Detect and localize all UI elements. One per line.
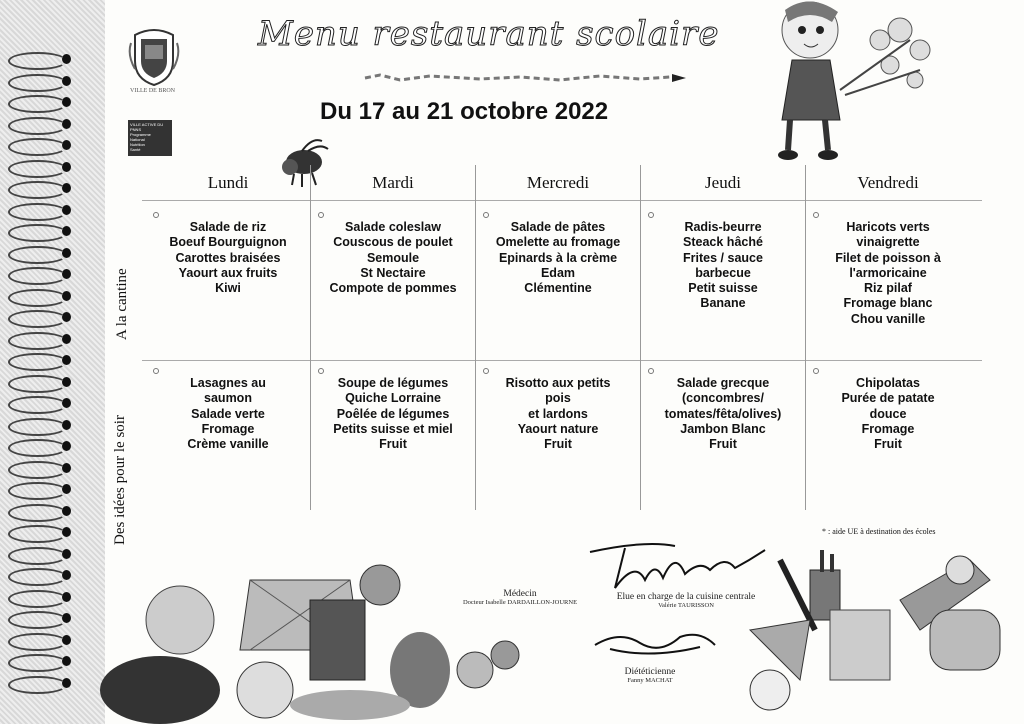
cell-marker [153, 212, 159, 218]
menu-item: Chipolatas [856, 376, 920, 390]
cell-marker [648, 212, 654, 218]
menu-item: Fromage [861, 421, 915, 436]
elected-role: Elue en charge de la cuisine centrale [616, 592, 756, 602]
menu-item: Clémentine [524, 281, 592, 296]
menu-item: Yaourt nature [517, 421, 599, 436]
menu-item: Couscous de poulet [333, 235, 453, 250]
spiral-ring [8, 203, 67, 221]
menu-item: Lasagnes au [190, 376, 266, 390]
cell-marker [813, 368, 819, 374]
spiral-ring [8, 246, 67, 264]
menu-item: Yaourt aux fruits [178, 265, 278, 280]
menu-item: Poêlée de légumes [336, 406, 450, 421]
lunch-side-label: A la cantine [114, 268, 130, 340]
town-caption: VILLE DE BRON [130, 88, 175, 94]
menu-item: Petits suisse et miel [333, 421, 453, 436]
doctor-name: Docteur Isabelle DARDAILLON-JOURNE [462, 599, 578, 606]
spiral-ring [8, 611, 67, 629]
menu-item: Quiche Lorraine [345, 391, 441, 406]
cell-marker [153, 368, 159, 374]
menu-item: Crème vanille [187, 437, 269, 452]
menu-item: Riz pilaf [864, 281, 912, 296]
menu-item: l'armoricaine [849, 265, 927, 280]
spiral-ring [8, 181, 67, 199]
header-divider [142, 200, 982, 201]
menu-item: Salade de pâtes [510, 220, 606, 234]
menu-item: Fruit [709, 437, 737, 452]
cell-marker [483, 212, 489, 218]
column-divider [805, 165, 806, 510]
menu-item: Semoule [366, 250, 420, 265]
spiral-ring [8, 590, 67, 608]
spiral-ring [8, 310, 67, 328]
lunch-menu-cell [145, 220, 311, 296]
cell-marker [318, 368, 324, 374]
footnote: * : aide UE à destination des écoles [822, 527, 936, 536]
spiral-ring [8, 633, 67, 651]
spiral-ring [8, 224, 67, 242]
menu-item: Compote de pommes [329, 281, 457, 296]
evening-menu-cell [310, 376, 476, 452]
cell-marker [318, 212, 324, 218]
food-illustrations-left [100, 540, 560, 724]
cell-marker [813, 212, 819, 218]
menu-item: tomates/fêta/olives) [664, 406, 782, 421]
date-range: Du 17 au 21 octobre 2022 [320, 98, 609, 125]
menu-item: Fruit [379, 437, 407, 452]
menu-item: Fromage [201, 421, 255, 436]
menu-item: Boeuf Bourguignon [169, 235, 287, 250]
menu-item: et lardons [528, 406, 588, 421]
menu-item: barbecue [695, 265, 751, 280]
menu-item: Salade grecque [676, 376, 770, 390]
menu-item: Steack hâché [683, 235, 763, 250]
column-divider [640, 165, 641, 510]
town-crest-logo [127, 25, 181, 87]
menu-item: (concombres/ [682, 391, 764, 406]
menu-item: Purée de patate [841, 391, 935, 406]
day-header-vendredi: Vendredi [857, 173, 919, 192]
spiral-ring [8, 74, 67, 92]
spiral-ring [8, 504, 67, 522]
menu-title: Menu restaurant scolaire [258, 14, 720, 54]
menu-item: pois [545, 391, 571, 406]
menu-item: Jambon Blanc [680, 421, 766, 436]
spiral-ring [8, 568, 67, 586]
menu-item: Filet de poisson à [835, 250, 941, 265]
menu-item: St Nectaire [360, 265, 426, 280]
menu-item: Salade verte [191, 406, 265, 421]
lunch-menu-cell [805, 220, 971, 327]
menu-item: Fromage blanc [843, 296, 933, 311]
spiral-ring [8, 439, 67, 457]
dietitian-signatory [590, 667, 710, 684]
menu-item: Chou vanille [850, 311, 926, 326]
evening-side-label: Des idées pour le soir [112, 415, 128, 545]
spiral-ring [8, 117, 67, 135]
spiral-ring [8, 267, 67, 285]
evening-menu-cell [805, 376, 971, 452]
evening-menu-cell [475, 376, 641, 452]
spiral-ring [8, 353, 67, 371]
day-header-jeudi: Jeudi [705, 173, 741, 192]
menu-item: Omelette au fromage [495, 235, 621, 250]
spiral-ring [8, 654, 67, 672]
menu-item: Frites / sauce [683, 250, 763, 265]
menu-item: Radis-beurre [684, 220, 762, 234]
spiral-ring [8, 138, 67, 156]
spiral-ring [8, 461, 67, 479]
pnns-label-line: Santé [130, 147, 141, 152]
menu-item: Haricots verts [846, 220, 930, 234]
spiral-ring [8, 676, 67, 694]
spiral-ring [8, 52, 67, 70]
menu-item: saumon [204, 391, 252, 406]
menu-item: Kiwi [215, 281, 241, 296]
pnns-label-line: VILLE ACTIVE DU PNNS [130, 122, 164, 132]
title-underline-decoration [360, 72, 690, 84]
girl-with-flowers-illustration [770, 0, 940, 165]
menu-item: douce [869, 406, 907, 421]
cell-marker [648, 368, 654, 374]
spiral-ring [8, 289, 67, 307]
menu-item: Epinards à la crème [498, 250, 618, 265]
day-header-mardi: Mardi [372, 173, 414, 192]
cell-marker [483, 368, 489, 374]
column-divider [310, 165, 311, 510]
menu-item: vinaigrette [856, 235, 920, 250]
spiral-ring [8, 547, 67, 565]
lunch-menu-cell [310, 220, 476, 296]
spiral-ring [8, 160, 67, 178]
evening-menu-cell [640, 376, 806, 452]
menu-item: Soupe de légumes [337, 376, 449, 390]
pnns-label-line: National [130, 137, 145, 142]
menu-item: Salade coleslaw [345, 220, 441, 234]
menu-item: Edam [540, 265, 576, 280]
signature-machat [590, 625, 720, 665]
spiral-ring [8, 375, 67, 393]
menu-item: Risotto aux petits [505, 376, 611, 390]
day-header-lundi: Lundi [207, 173, 249, 192]
spiral-ring [8, 482, 67, 500]
lunch-menu-cell [640, 220, 806, 312]
dietitian-name: Fanny MACHAT [627, 677, 673, 684]
row-divider [142, 360, 982, 361]
column-divider [475, 165, 476, 510]
menu-item: Fruit [874, 437, 902, 452]
pnns-label-line: Nutrition [130, 142, 145, 147]
spiral-binding [0, 0, 105, 724]
doctor-role: Médecin [503, 589, 537, 599]
spiral-ring [8, 396, 67, 414]
pnns-label [128, 120, 172, 156]
menu-item: Banane [700, 296, 746, 311]
menu-item: Fruit [544, 437, 572, 452]
spiral-ring [8, 332, 67, 350]
menu-item: Salade de riz [189, 220, 267, 234]
elected-name: Valérie TAURISSON [658, 602, 714, 609]
food-illustrations-right [740, 540, 1024, 724]
spiral-ring [8, 418, 67, 436]
menu-item: Carottes braisées [175, 250, 281, 265]
dietitian-role: Diététicienne [624, 667, 676, 677]
menu-item: Petit suisse [688, 281, 758, 296]
spiral-ring [8, 95, 67, 113]
evening-menu-cell [145, 376, 311, 452]
spiral-ring [8, 525, 67, 543]
day-header-mercredi: Mercredi [526, 173, 590, 192]
pnns-label-line: Programme [130, 132, 151, 137]
lunch-menu-cell [475, 220, 641, 296]
